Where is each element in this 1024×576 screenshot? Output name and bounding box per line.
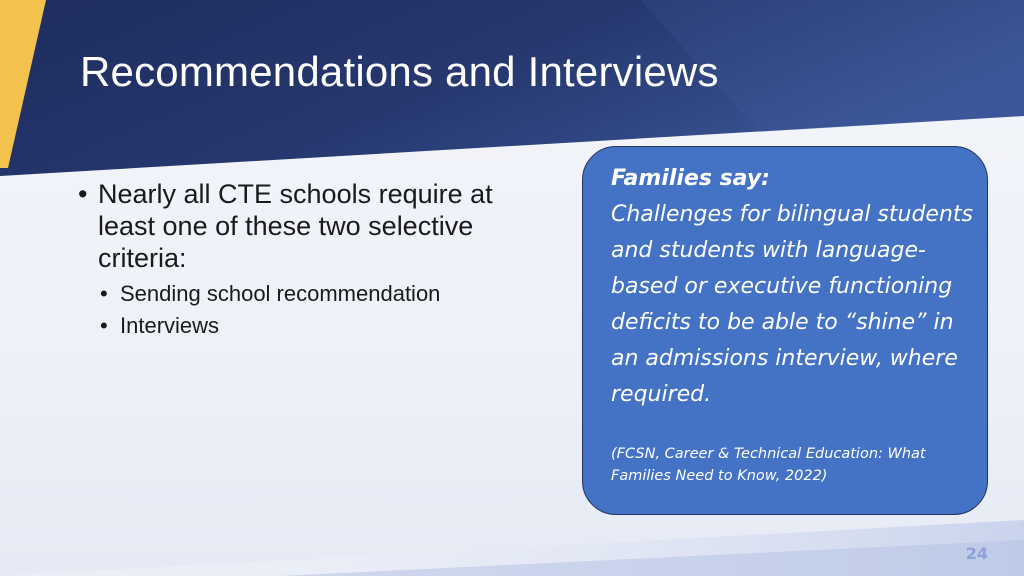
sub-bullet-interviews: • Interviews (98, 310, 554, 342)
sub-bullet-recommendation: • Sending school recommendation (98, 278, 554, 310)
callout-heading: Families say: (611, 166, 770, 191)
bullet-main (74, 178, 554, 342)
bullet-main-text: Nearly all CTE schools require at least one of these two selective criteria: (98, 179, 493, 273)
bullet-list (74, 178, 554, 342)
page-number: 24 (965, 544, 988, 563)
callout-citation: (FCSN, Career & Technical Education: What Families Need to Know, 2022) (611, 446, 926, 484)
callout-quote: Challenges for bilingual students and students with language-based or executive functioning deficits to be able to “shine” in an admissions interview, where required. (611, 202, 973, 407)
sub-bullet-list (98, 278, 554, 342)
slide-title: Recommendations and Interviews (80, 48, 719, 95)
families-say-callout (582, 146, 988, 515)
